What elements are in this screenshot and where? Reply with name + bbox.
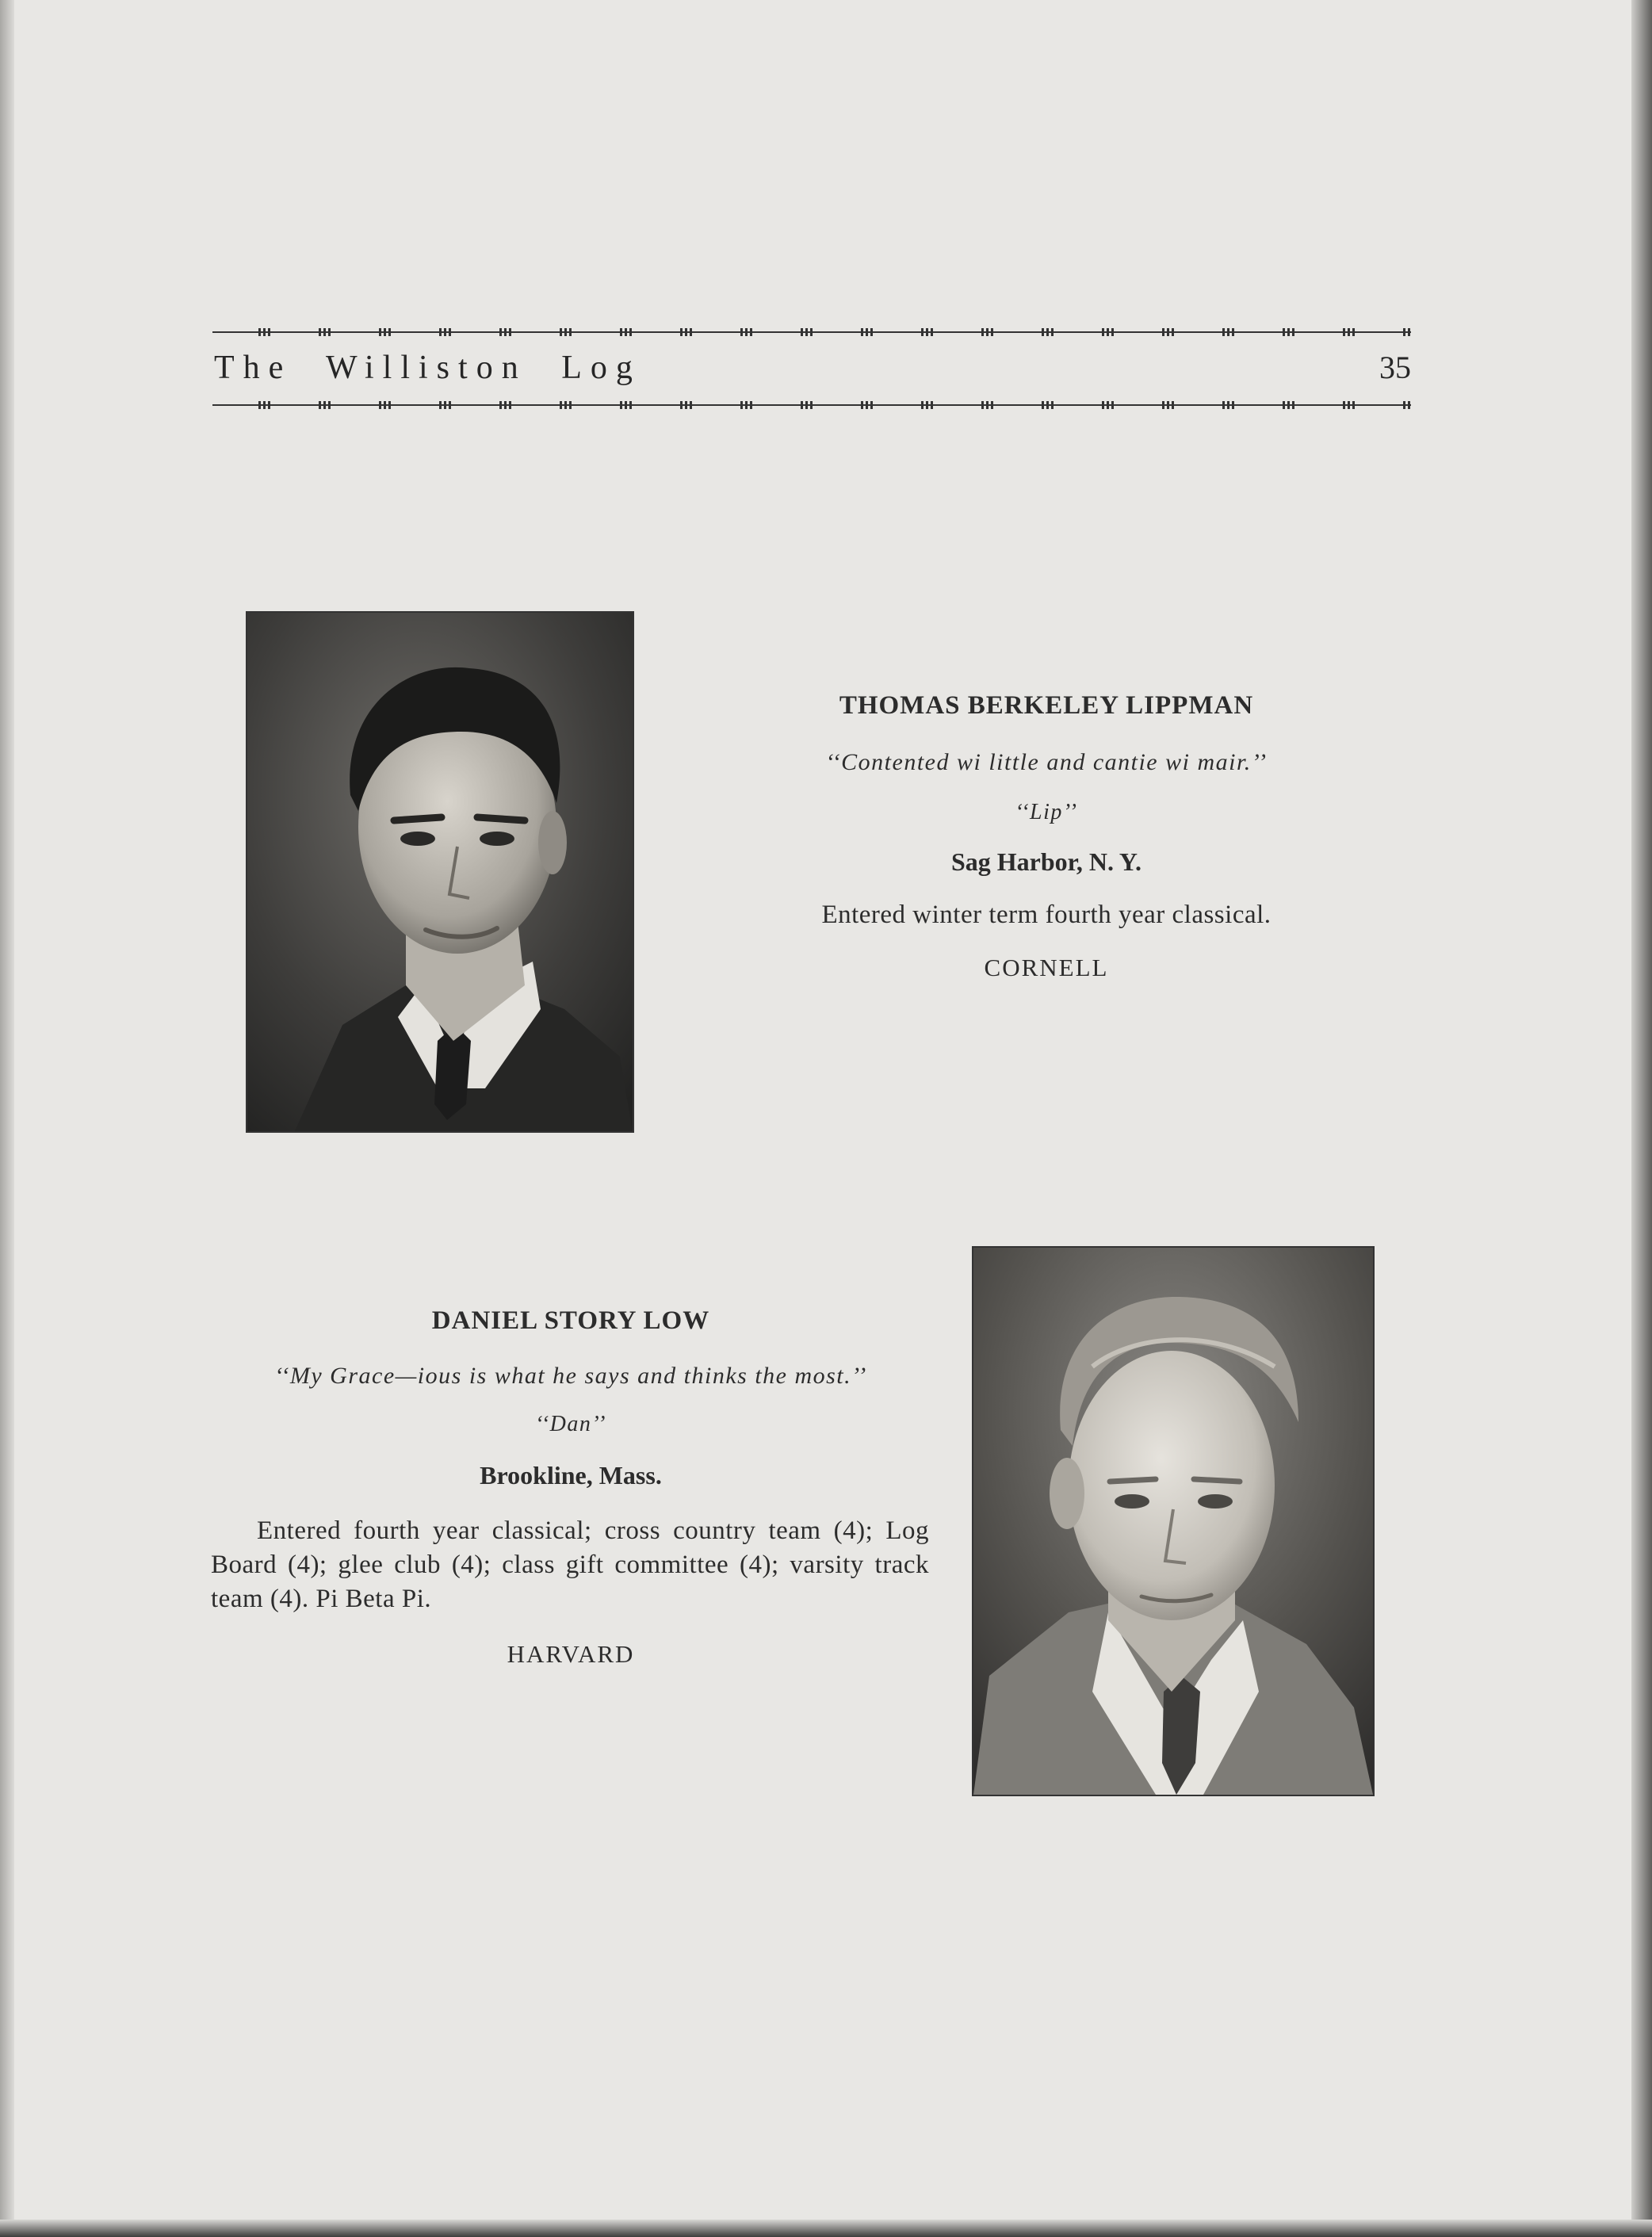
page-edge-left bbox=[0, 0, 14, 2237]
student-hometown: Sag Harbor, N. Y. bbox=[950, 847, 1142, 876]
page-edge-right bbox=[1631, 0, 1652, 2237]
header-rule-bottom bbox=[212, 401, 1411, 409]
student-quote: ‘‘Contented wi little and cantie wi mair.’’ bbox=[825, 749, 1268, 775]
entry-low bbox=[198, 1306, 943, 1669]
student-hometown: Brookline, Mass. bbox=[480, 1461, 662, 1489]
student-record: Entered winter term fourth year classical. bbox=[821, 901, 1272, 929]
student-quote: ‘‘My Grace—ious is what he says and thinks the most.’’ bbox=[274, 1363, 867, 1389]
page-edge-bottom bbox=[0, 2220, 1652, 2237]
page-number: 35 bbox=[1379, 350, 1411, 385]
student-nickname: ‘‘Lip’’ bbox=[1015, 800, 1078, 824]
publication-title: The Williston Log bbox=[214, 350, 641, 386]
entry-lippman bbox=[698, 691, 1395, 982]
header-rule-top bbox=[212, 328, 1411, 336]
student-college: CORNELL bbox=[984, 954, 1109, 981]
student-record: Entered fourth year classical; cross country team (4); Log Board (4); glee club (4); class gift committee (4); varsity track team (4). Pi Beta Pi. bbox=[211, 1516, 929, 1613]
portrait-photo-low bbox=[972, 1246, 1375, 1796]
portrait-photo-lippman bbox=[246, 611, 634, 1133]
student-name: DANIEL STORY LOW bbox=[431, 1306, 710, 1335]
running-header bbox=[212, 328, 1411, 411]
student-name: THOMAS BERKELEY LIPPMAN bbox=[839, 691, 1254, 720]
student-college: HARVARD bbox=[507, 1640, 635, 1668]
student-nickname: ‘‘Dan’’ bbox=[535, 1412, 606, 1436]
